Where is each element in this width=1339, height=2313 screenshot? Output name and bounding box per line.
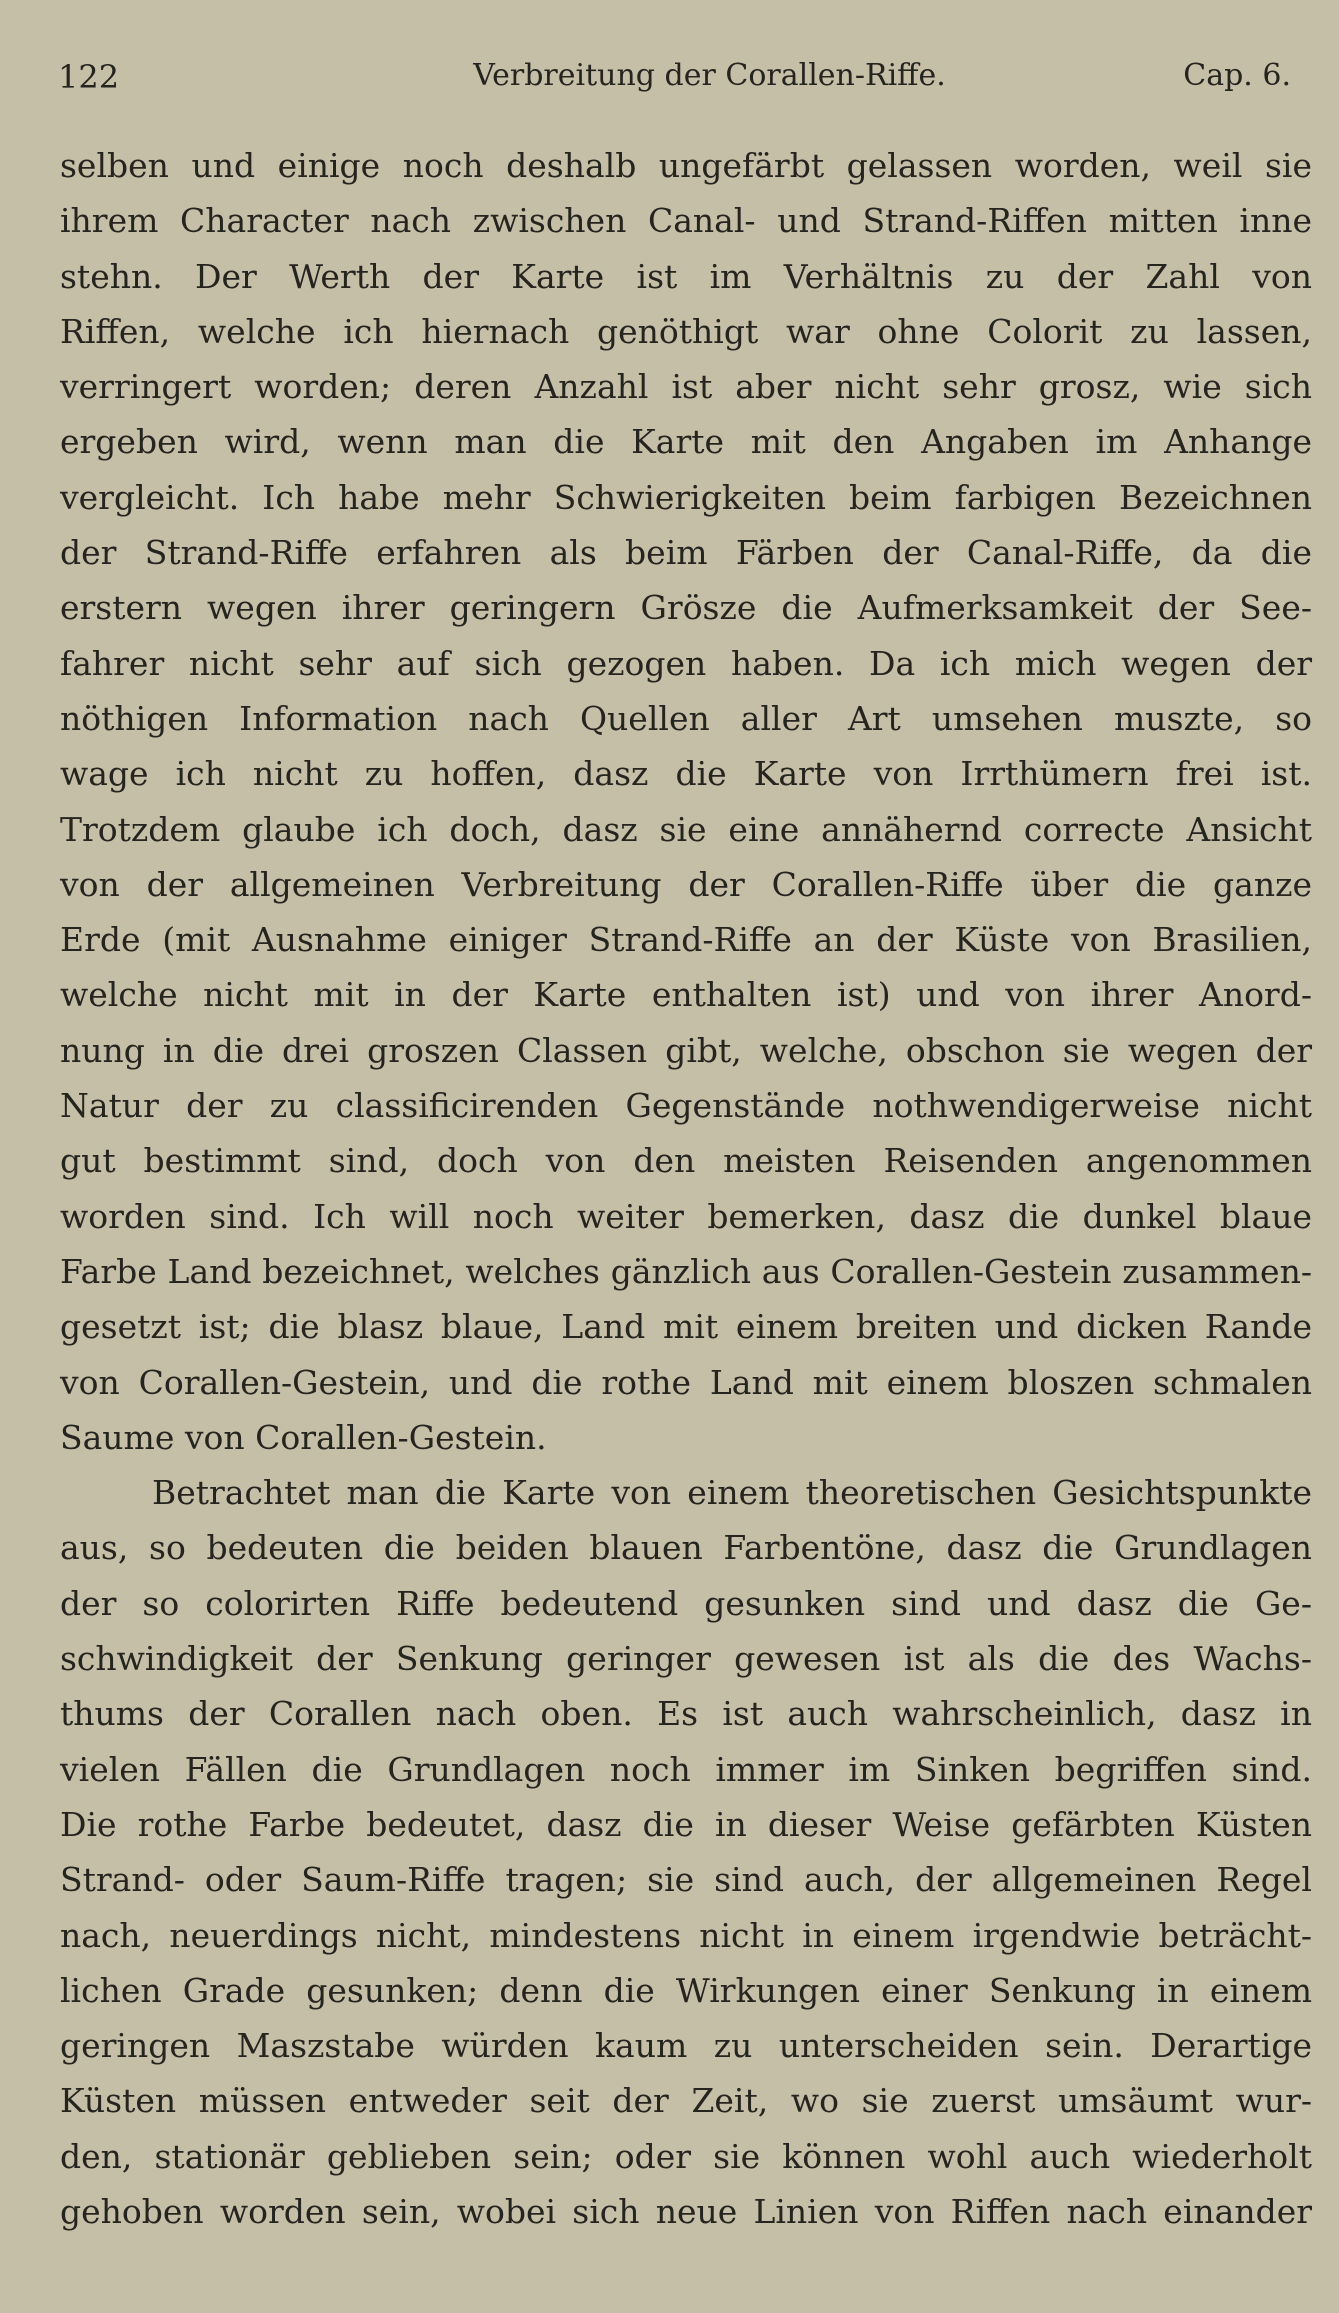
text-line: Natur der zu classificirenden Gegenstände nothwendigerweise nicht	[60, 1086, 1312, 1126]
text-line: thums der Corallen nach oben. Es ist auch wahrscheinlich, dasz in	[60, 1694, 1312, 1734]
text-line: lichen Grade gesunken; denn die Wirkungen einer Senkung in einem	[60, 1970, 1312, 2010]
text-line: selben und einige noch deshalb ungefärbt gelassen worden, weil sie	[60, 146, 1312, 185]
text-line: der Strand-Riffe erfahren als beim Färben der Canal-Riffe, da die	[60, 533, 1312, 573]
text-line: stehn. Der Werth der Karte ist im Verhältnis zu der Zahl von	[60, 256, 1312, 296]
running-title: Verbreitung der Corallen-Riffe.	[473, 58, 946, 93]
text-line: erstern wegen ihrer geringern Grösze die Aufmerksamkeit der See-	[60, 588, 1312, 628]
text-line: aus, so bedeuten die beiden blauen Farbentöne, dasz die Grundlagen	[60, 1528, 1312, 1568]
text-line: Trotzdem glaube ich doch, dasz sie eine annähernd correcte Ansicht	[60, 809, 1312, 849]
chapter-label: Cap. 6.	[1183, 58, 1291, 93]
text-line: von Corallen-Gestein, und die rothe Land mit einem bloszen schmalen	[60, 1362, 1312, 1402]
page-number: 122	[58, 58, 120, 96]
text-line: ihrem Character nach zwischen Canal- und Strand-Riffen mitten inne	[60, 201, 1312, 241]
text-line: der so colorirten Riffe bedeutend gesunken sind und dasz die Ge-	[60, 1583, 1312, 1623]
text-line: gesetzt ist; die blasz blaue, Land mit einem breiten und dicken Rande	[60, 1307, 1312, 1347]
text-line: Riffen, welche ich hiernach genöthigt war ohne Colorit zu lassen,	[60, 311, 1312, 351]
running-header	[58, 58, 1301, 106]
text-line: den, stationär geblieben sein; oder sie können wohl auch wiederholt	[60, 2136, 1312, 2176]
text-line: worden sind. Ich will noch weiter bemerken, dasz die dunkel blaue	[60, 1196, 1312, 1236]
paragraph-start-line: Betrachtet man die Karte von einem theoretischen Gesichtspunkte	[152, 1473, 1312, 1513]
text-line: wage ich nicht zu hoffen, dasz die Karte von Irrthümern frei ist.	[60, 754, 1312, 794]
text-line: nach, neuerdings nicht, mindestens nicht in einem irgendwie beträcht-	[60, 1915, 1312, 1955]
text-line: gehoben worden sein, wobei sich neue Linien von Riffen nach einander	[60, 2191, 1312, 2231]
text-line: Farbe Land bezeichnet, welches gänzlich aus Corallen-Gestein zusammen-	[60, 1251, 1312, 1291]
text-line: von der allgemeinen Verbreitung der Corallen-Riffe über die ganze	[60, 864, 1312, 904]
text-line: Die rothe Farbe bedeutet, dasz die in dieser Weise gefärbten Küsten	[60, 1804, 1312, 1844]
text-line: verringert worden; deren Anzahl ist aber nicht sehr grosz, wie sich	[60, 367, 1312, 407]
text-line: vielen Fällen die Grundlagen noch immer im Sinken begriffen sind.	[60, 1749, 1312, 1789]
paragraph-end-line: Saume von Corallen-Gestein.	[60, 1417, 547, 1457]
text-line: vergleicht. Ich habe mehr Schwierigkeiten beim farbigen Bezeichnen	[60, 477, 1312, 517]
body-text	[60, 138, 1312, 2239]
text-line: Erde (mit Ausnahme einiger Strand-Riffe an der Küste von Brasilien,	[60, 920, 1312, 960]
text-line: welche nicht mit in der Karte enthalten ist) und von ihrer Anord-	[60, 975, 1312, 1015]
text-line: Strand- oder Saum-Riffe tragen; sie sind auch, der allgemeinen Regel	[60, 1860, 1312, 1900]
text-line: gut bestimmt sind, doch von den meisten Reisenden angenommen	[60, 1141, 1312, 1181]
text-line: fahrer nicht sehr auf sich gezogen haben. Da ich mich wegen der	[60, 643, 1312, 683]
text-line: ergeben wird, wenn man die Karte mit den Angaben im Anhange	[60, 422, 1312, 462]
text-line: schwindigkeit der Senkung geringer gewesen ist als die des Wachs-	[60, 1639, 1312, 1679]
text-line: nöthigen Information nach Quellen aller Art umsehen muszte, so	[60, 698, 1312, 738]
text-line: geringen Maszstabe würden kaum zu unterscheiden sein. Derartige	[60, 2026, 1312, 2066]
text-line: nung in die drei groszen Classen gibt, welche, obschon sie wegen der	[60, 1030, 1312, 1070]
text-line: Küsten müssen entweder seit der Zeit, wo sie zuerst umsäumt wur-	[60, 2081, 1312, 2121]
